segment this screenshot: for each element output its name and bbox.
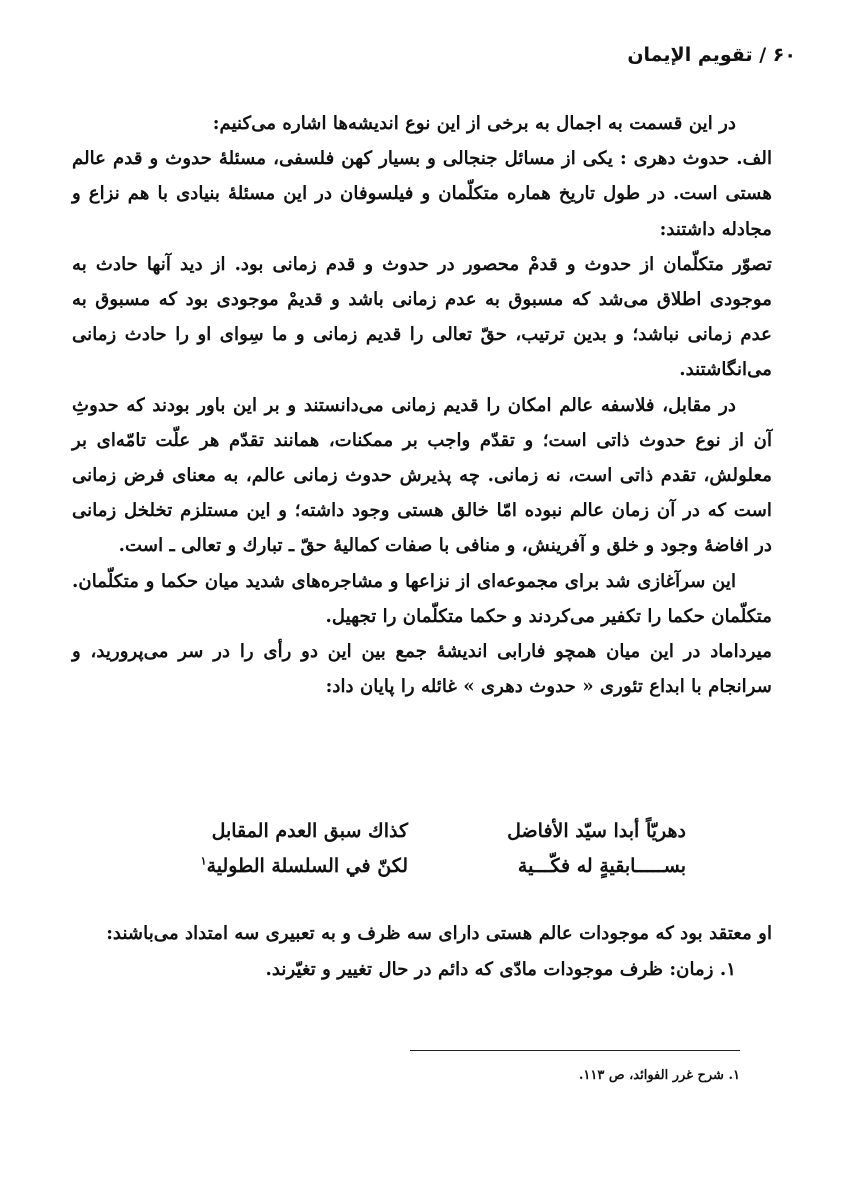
poem-verse bbox=[72, 814, 772, 849]
paragraph-theologians: تصوّر متكلّمان از حدوث و قدمْ محصور در حدوث و قدم زمانى بود. از ديد آنها حادث به موجودى اطلاق مى‌شد كه مسبوق به عدم زمانى باشد و قديمْ موجودى بود كه مسبوق به عدم زمانى نباشد؛ و بدين ترتيب، حقّ تعالى را قديم زمانى و ما سِواى او را حادث زمانى مى‌انگاشتند. bbox=[72, 253, 772, 381]
poem-hemistich: كذاك سبق العدم المقابل bbox=[211, 820, 408, 842]
footnote: ۱. شرح غرر الفوائد، ص ۱۱۳. bbox=[578, 1068, 740, 1083]
paragraph-definition: الف. حدوث دهرى : يكى از مسائل جنجالى و بسيار كهن فلسفى، مسئلۀ حدوث و قدم عالم هستى است. در طول تاريخ هماره متكلّمان و فيلسوفان در اين مسئلۀ بنيادى با هم نزاع و مجادله داشتند: bbox=[72, 148, 772, 240]
poem-hemistich: دهريّاً أبدا سيّد الأفاضل bbox=[507, 820, 686, 842]
poem bbox=[72, 814, 772, 884]
footnote-marker[interactable]: ۱ bbox=[200, 854, 207, 868]
main-text bbox=[72, 106, 772, 704]
poem-hemistich bbox=[158, 849, 408, 884]
poem-hemistich: بســـــابقيةٍ له فكّـــية bbox=[517, 855, 686, 877]
paragraph-mirdamad: ميرداماد در اين ميان همچو فارابى انديشۀ جمع بين اين دو رأى را در سر مى‌پروريد، و سرانجام با ابداع تئورى « حدوث دهرى » غائله را پايان داد: bbox=[72, 641, 772, 698]
paragraph-three-dimensions: او معتقد بود كه موجودات عالم هستى داراى سه ظرف و به تعبيرى سه امتداد مى‌باشند: bbox=[106, 923, 772, 944]
poem-hemistich-text: لكنّ في السلسلة الطولية bbox=[206, 855, 408, 877]
poem-verse bbox=[72, 849, 772, 884]
paragraph-philosophers: در مقابل، فلاسفه عالم امكان را قديم زمانى مى‌دانستند و بر اين باور بودند كه حدوثِ آن از نوع حدوث ذاتى است؛ و تقدّم واجب بر ممكنات، همانند تقدّم هر علّت تامّه‌اى بر معلولش، تقدم ذاتى است، نه زمانى. چه پذيرش حدوث زمانى عالم، به معناى فرض زمانى است كه در آن زمان عالم نبوده امّا خالق هستى وجود داشته؛ و اين مستلزم تخلخل زمانى در افاضۀ وجود و خلق و آفرينش، و منافى با صفات كماليۀ حقّ ـ تبارك و تعالى ـ است. bbox=[72, 394, 772, 557]
running-header bbox=[627, 44, 796, 66]
list-item-time: ۱. زمان: ظرف موجودات مادّى كه دائم در حال تغيير و تغيّرند. bbox=[265, 959, 736, 980]
footnote-divider bbox=[410, 1050, 740, 1051]
book-title: تقويم الإيمان bbox=[627, 44, 753, 66]
text-after-poem bbox=[72, 916, 772, 988]
paragraph-intro: در اين قسمت به اجمال به برخى از اين نوع انديشه‌ها اشاره مى‌كنيم: bbox=[212, 113, 736, 134]
paragraph-disputes: اين سرآغازى شد براى مجموعه‌اى از نزاعها و مشاجره‌هاى شديد ميان حكما و متكلّمان. متكلّمان حكما را تكفير مى‌كردند و حكما متكلّمان را تجهيل. bbox=[72, 570, 772, 627]
page-number: ۶۰ bbox=[772, 44, 796, 66]
header-separator: / bbox=[759, 44, 767, 66]
